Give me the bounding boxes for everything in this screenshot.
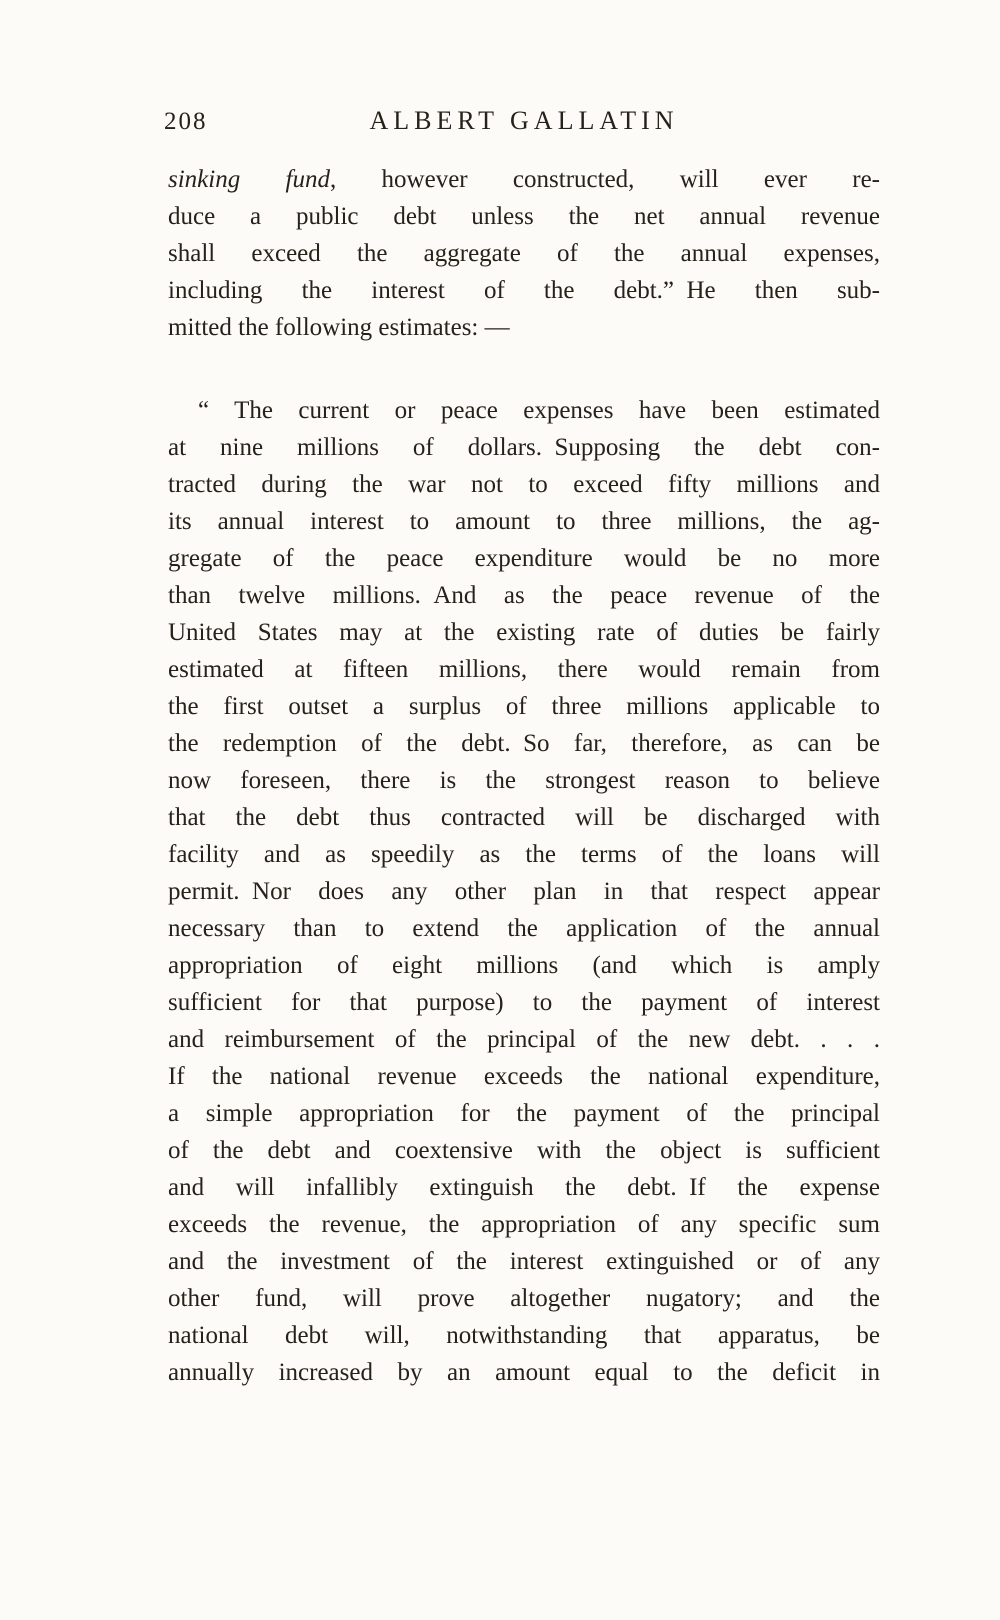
text-line: tracted during the war not to exceed fifty millions and <box>168 471 880 498</box>
text-line: its annual interest to amount to three millions, the ag- <box>168 508 880 535</box>
paragraph-quote-lines <box>168 392 880 1391</box>
text-line: gregate of the peace expenditure would be no more <box>168 545 880 572</box>
paragraph-intro-lines <box>168 198 880 346</box>
text-line: duce a public debt unless the net annual revenue <box>168 203 880 230</box>
lead-rest-text: , however constructed, will ever re- <box>329 166 880 193</box>
text-line: and reimbursement of the principal of the new debt. . . . <box>168 1026 880 1053</box>
page-number: 208 <box>164 108 208 135</box>
text-line: and will infallibly extinguish the debt. If the expense <box>168 1174 880 1201</box>
italic-lead-phrase: sinking fund <box>168 166 330 193</box>
text-line: If the national revenue exceeds the national expenditure, <box>168 1063 880 1090</box>
text-line: and the investment of the interest extinguished or of any <box>168 1248 880 1275</box>
text-line: sufficient for that purpose) to the payment of interest <box>168 989 880 1016</box>
text-line: now foreseen, there is the strongest reason to believe <box>168 767 880 794</box>
text-line: mitted the following estimates: — <box>168 314 510 341</box>
text-line: United States may at the existing rate of duties be fairly <box>168 619 880 646</box>
text-line: including the interest of the debt.” He then sub- <box>168 277 880 304</box>
text-line: national debt will, notwithstanding that apparatus, be <box>168 1322 880 1349</box>
text-line: that the debt thus contracted will be discharged with <box>168 804 880 831</box>
text-line: at nine millions of dollars. Supposing the debt con- <box>168 434 880 461</box>
text-line: the redemption of the debt. So far, therefore, as can be <box>168 730 880 757</box>
text-line: annually increased by an amount equal to the deficit in <box>168 1359 880 1386</box>
text-line: necessary than to extend the application of the annual <box>168 915 880 942</box>
text-line: than twelve millions. And as the peace revenue of the <box>168 582 880 609</box>
text-line: the first outset a surplus of three millions applicable to <box>168 693 880 720</box>
text-line: a simple appropriation for the payment of the principal <box>168 1100 880 1127</box>
running-title: ALBERT GALLATIN <box>369 106 679 135</box>
running-header <box>164 106 880 142</box>
text-line: appropriation of eight millions (and which is amply <box>168 952 880 979</box>
text-line: permit. Nor does any other plan in that respect appear <box>168 878 880 905</box>
paragraph-quote <box>168 392 880 1391</box>
paragraph-intro <box>168 161 880 346</box>
text-line: of the debt and coextensive with the object is sufficient <box>168 1137 880 1164</box>
text-line: estimated at fifteen millions, there would remain from <box>168 656 880 683</box>
body-text <box>168 161 880 1391</box>
text-line <box>168 161 880 198</box>
text-line: facility and as speedily as the terms of the loans will <box>168 841 880 868</box>
text-line: other fund, will prove altogether nugatory; and the <box>168 1285 880 1312</box>
text-line: shall exceed the aggregate of the annual expenses, <box>168 240 880 267</box>
text-line: exceeds the revenue, the appropriation of any specific sum <box>168 1211 880 1238</box>
text-line: “ The current or peace expenses have been estimated <box>198 397 880 424</box>
